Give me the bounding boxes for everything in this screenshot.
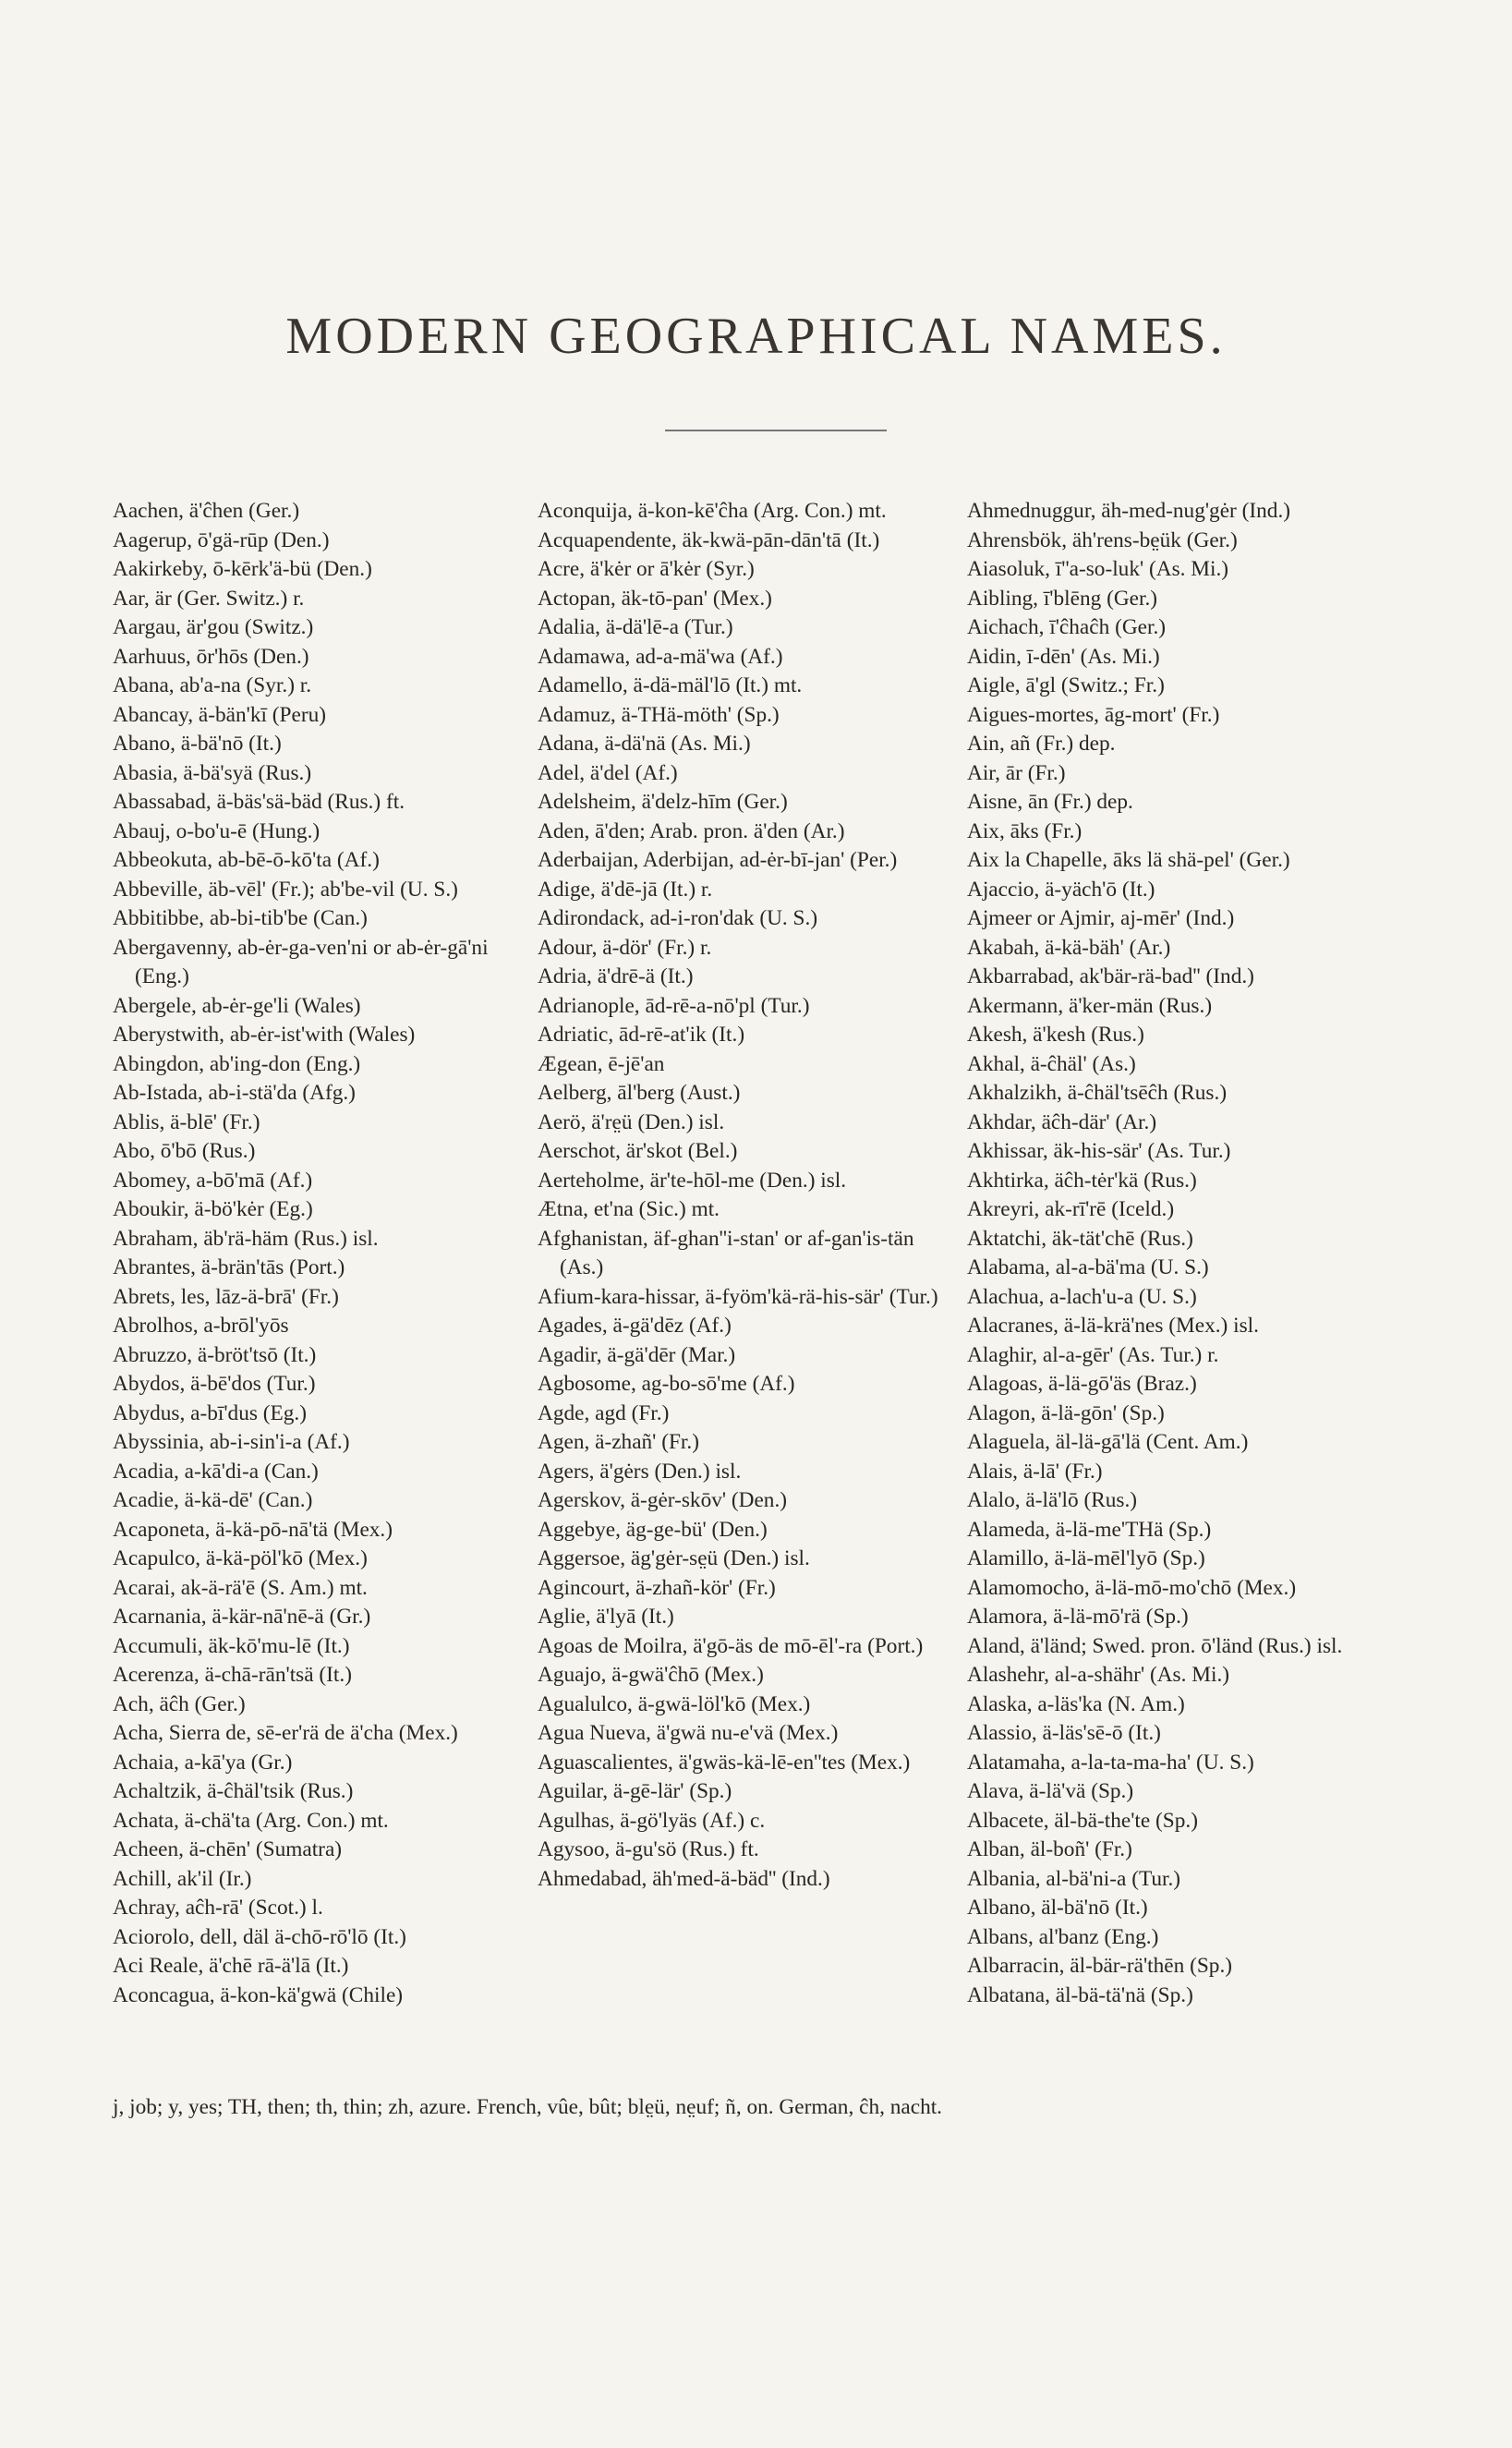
gazetteer-entry: Ajmeer or Ajmir, aj-mēr' (Ind.) [967,906,1235,930]
gazetteer-entry: Akhal, ä-ĉhäl' (As.) [967,1051,1136,1076]
gazetteer-entry: Alacranes, ä-lä-krä'nes (Mex.) isl. [967,1314,1259,1338]
gazetteer-entry: Aland, ä'länd; Swed. pron. ō'länd (Rus.) isl. [967,1633,1343,1658]
gazetteer-entry: Aagerup, ō'gä-rūp (Den.) [113,527,330,552]
gazetteer-entry: Acha, Sierra de, sē-er'rä de ä'cha (Mex.) [113,1721,458,1745]
gazetteer-entry: Acre, ä'kėr or ā'kėr (Syr.) [538,557,755,581]
gazetteer-entry: Alagon, ä-lä-gōn' (Sp.) [967,1400,1165,1425]
gazetteer-entry: Alais, ä-lā' (Fr.) [967,1459,1103,1484]
gazetteer-entry: Ach, äĉh (Ger.) [113,1691,246,1716]
gazetteer-entry: Aix, āks (Fr.) [967,818,1083,843]
gazetteer-entry: Afghanistan, äf-ghan''i-stan' or af-gan'is-tän (As.) [538,1226,914,1279]
gazetteer-entry: Adrianople, ād-rē-a-nō'pl (Tur.) [538,993,810,1018]
gazetteer-entry: Aboukir, ä-bö'kėr (Eg.) [113,1197,313,1221]
gazetteer-entry: Afium-kara-hissar, ä-fyöm'kä-rä-his-sär' (Tur.) [538,1284,938,1309]
gazetteer-entry: Aggebye, äg-ge-bü' (Den.) [538,1517,768,1542]
gazetteer-entry: Ain, añ (Fr.) dep. [967,732,1116,756]
gazetteer-entry: Abauj, o-bo'u-ē (Hung.) [113,818,321,843]
gazetteer-entry: Aberystwith, ab-ėr-ist'with (Wales) [113,1023,416,1047]
gazetteer-entry: Abrantes, ä-brän'tās (Port.) [113,1255,345,1279]
gazetteer-entry: Ahrensbök, äh'rens-be̤ük (Ger.) [967,527,1238,552]
gazetteer-entry: Ætna, et'na (Sic.) mt. [538,1197,720,1221]
gazetteer-entry: Acerenza, ä-chā-rān'tsä (It.) [113,1663,352,1687]
gazetteer-entry: Abruzzo, ä-bröt'tsō (It.) [113,1342,317,1367]
gazetteer-entry: Albano, äl-bä'nō (It.) [967,1896,1148,1920]
gazetteer-entry: Aerschot, är'skot (Bel.) [538,1139,738,1163]
gazetteer-entry: Alava, ä-lä'vä (Sp.) [967,1779,1134,1803]
gazetteer-entry: Alabama, al-a-bä'ma (U. S.) [967,1255,1209,1279]
gazetteer-entry: Akbarrabad, ak'bär-rä-bad'' (Ind.) [967,964,1254,988]
gazetteer-entry: Aelberg, āl'berg (Aust.) [538,1081,741,1105]
gazetteer-entry: Achaltzik, ä-ĉhäl'tsik (Rus.) [113,1779,354,1803]
gazetteer-entry: Albacete, äl-bä-the'te (Sp.) [967,1808,1198,1833]
gazetteer-entry: Ahmednuggur, äh-med-nug'gėr (Ind.) [967,499,1291,523]
gazetteer-entry: Aigle, ā'gl (Switz.; Fr.) [967,673,1165,697]
gazetteer-entry: Albarracin, äl-bär-rä'thēn (Sp.) [967,1954,1233,1978]
gazetteer-entry: Ahmedabad, äh'med-ä-bäd'' (Ind.) [538,1866,830,1891]
gazetteer-entry: Acarnania, ä-kär-nā'nē-ä (Gr.) [113,1605,371,1629]
gazetteer-entry: Agysoo, ä-gu'sö (Rus.) ft. [538,1837,759,1861]
gazetteer-entry: Agoas de Moilra, ä'gō-äs de mō-ēl'-ra (Port.) [538,1633,924,1658]
gazetteer-entry: Acapulco, ä-kä-pöl'kō (Mex.) [113,1546,368,1570]
gazetteer-entry: Aerö, ä're̤ü (Den.) isl. [538,1109,725,1134]
gazetteer-entry: Aerteholme, är'te-hōl-me (Den.) isl. [538,1168,847,1193]
gazetteer-entry: Alamillo, ä-lä-mēl'lyō (Sp.) [967,1546,1205,1570]
gazetteer-entry: Abo, ō'bō (Rus.) [113,1139,256,1163]
gazetteer-entry: Acarai, ak-ä-rä'ē (S. Am.) mt. [113,1575,368,1600]
column-3 [967,497,1373,2010]
gazetteer-entry: Adelsheim, ä'delz-hīm (Ger.) [538,790,788,814]
gazetteer-entry: Alamomocho, ä-lä-mō-mo'chō (Mex.) [967,1575,1297,1600]
gazetteer-entry: Aconquija, ä-kon-kē'ĉha (Arg. Con.) mt. [538,499,887,523]
gazetteer-entry: Aisne, ān (Fr.) dep. [967,790,1133,814]
gazetteer-entry: Aciorolo, dell, däl ä-chō-rō'lō (It.) [113,1924,406,1949]
gazetteer-entry: Abbeokuta, ab-bē-ō-kō'ta (Af.) [113,848,380,872]
gazetteer-entry: Akhdar, äĉh-där' (Ar.) [967,1109,1157,1134]
gazetteer-entry: Agers, ä'gėrs (Den.) isl. [538,1459,742,1484]
gazetteer-entry: Alamora, ä-lä-mō'rä (Sp.) [967,1605,1189,1629]
gazetteer-entry: Abergavenny, ab-ėr-ga-ven'ni or ab-ėr-gā'ni (Eng.) [113,935,489,988]
gazetteer-entry: Albans, al'banz (Eng.) [967,1924,1159,1949]
gazetteer-entry: Aigues-mortes, āg-mort' (Fr.) [967,702,1220,727]
gazetteer-entry: Abana, ab'a-na (Syr.) r. [113,673,312,697]
gazetteer-entry: Aix la Chapelle, āks lä shä-pel' (Ger.) [967,848,1290,872]
gazetteer-entry: Aibling, ī'blēng (Ger.) [967,586,1158,611]
gazetteer-entry: Agincourt, ä-zhañ-kör' (Fr.) [538,1575,776,1600]
gazetteer-entry: Aakirkeby, ō-kērk'ä-bü (Den.) [113,557,372,581]
gazetteer-entry: Abingdon, ab'ing-don (Eng.) [113,1051,361,1076]
gazetteer-entry: Adria, ä'drē-ä (It.) [538,964,694,988]
gazetteer-entry: Aiasoluk, ī''a-so-luk' (As. Mi.) [967,557,1229,581]
gazetteer-entry: Abomey, a-bō'mā (Af.) [113,1168,313,1193]
gazetteer-entry: Acquapendente, äk-kwä-pān-dān'tā (It.) [538,527,880,552]
gazetteer-entry: Abydus, a-bī'dus (Eg.) [113,1400,307,1425]
gazetteer-entry: Alagoas, ä-lä-gō'äs (Braz.) [967,1372,1197,1396]
gazetteer-entry: Acheen, ä-chēn' (Sumatra) [113,1837,343,1861]
gazetteer-entry: Agen, ä-zhañ' (Fr.) [538,1430,699,1454]
gazetteer-entry: Aggersoe, äg'gėr-se̤ü (Den.) isl. [538,1546,810,1570]
gazetteer-entry: Agerskov, ä-gėr-skōv' (Den.) [538,1488,788,1512]
gazetteer-entry: Abano, ä-bä'nō (It.) [113,732,282,756]
gazetteer-entry: Abydos, ä-bē'dos (Tur.) [113,1372,316,1396]
gazetteer-entry: Accumuli, äk-kō'mu-lē (It.) [113,1633,350,1658]
gazetteer-entry: Abrolhos, a-brōl'yōs [113,1314,289,1338]
gazetteer-entry: Abergele, ab-ėr-ge'li (Wales) [113,993,361,1018]
gazetteer-entry: Aktatchi, äk-tät'chē (Rus.) [967,1226,1193,1251]
gazetteer-entry: Achill, ak'il (Ir.) [113,1866,252,1891]
gazetteer-entry: Akhalzikh, ä-ĉhäl'tsēĉh (Rus.) [967,1081,1228,1105]
gazetteer-entry: Abrets, les, lāz-ä-brā' (Fr.) [113,1284,339,1309]
gazetteer-entry: Alaghir, al-a-gēr' (As. Tur.) r. [967,1342,1219,1367]
gazetteer-entry: Abassabad, ä-bäs'sä-bäd (Rus.) ft. [113,790,405,814]
gazetteer-entry: Abbitibbe, ab-bi-tib'be (Can.) [113,906,368,930]
gazetteer-entry: Adriatic, ād-rē-at'ik (It.) [538,1023,745,1047]
gazetteer-entry: Agadir, ä-gä'dēr (Mar.) [538,1342,736,1367]
gazetteer-entry: Aguascalientes, ä'gwäs-kä-lē-en''tes (Mex.) [538,1750,911,1775]
gazetteer-entry: Aconcagua, ä-kon-kä'gwä (Chile) [113,1982,404,2007]
gazetteer-entry: Akreyri, ak-rī'rē (Iceld.) [967,1197,1175,1221]
gazetteer-entry: Acadie, ä-kä-dē' (Can.) [113,1488,313,1512]
gazetteer-entry: Abancay, ä-bän'kī (Peru) [113,702,327,727]
gazetteer-entry: Agulhas, ä-gö'lyäs (Af.) c. [538,1808,766,1833]
gazetteer-entry: Adel, ä'del (Af.) [538,760,678,785]
gazetteer-entry: Abyssinia, ab-i-sin'i-a (Af.) [113,1430,350,1454]
gazetteer-entry: Adana, ä-dä'nä (As. Mi.) [538,732,751,756]
gazetteer-entry: Achaia, a-kā'ya (Gr.) [113,1750,293,1775]
gazetteer-entry: Alaska, a-läs'ka (N. Am.) [967,1691,1185,1716]
gazetteer-entry: Aci Reale, ä'chē rā-ä'lā (It.) [113,1954,349,1978]
gazetteer-entry: Alachua, a-lach'u-a (U. S.) [967,1284,1197,1309]
gazetteer-entry: Aden, ā'den; Arab. pron. ä'den (Ar.) [538,818,845,843]
gazetteer-entry: Agbosome, ag-bo-sō'me (Af.) [538,1372,795,1396]
gazetteer-entry: Agualulco, ä-gwä-löl'kō (Mex.) [538,1691,811,1716]
gazetteer-entry: Aarhuus, ōr'hōs (Den.) [113,644,309,669]
gazetteer-entry: Achray, aĉh-rā' (Scot.) l. [113,1896,323,1920]
gazetteer-entry: Abraham, äb'rä-häm (Rus.) isl. [113,1226,379,1251]
gazetteer-entry: Alassio, ä-läs'sē-ō (It.) [967,1721,1161,1745]
pronunciation-key: j, job; y, yes; TH, then; th, thin; zh, azure. French, vûe, bût; ble̤ü, ne̤uf; ñ, on. German, ĉh, nacht. [113,2095,943,2119]
column-1 [113,497,519,2010]
gazetteer-entry: Adirondack, ad-i-ron'dak (U. S.) [538,906,818,930]
gazetteer-entry: Achata, ä-chä'ta (Arg. Con.) mt. [113,1808,389,1833]
gazetteer-entry: Alaguela, äl-lä-gā'lä (Cent. Am.) [967,1430,1249,1454]
gazetteer-entry: Alalo, ä-lä'lō (Rus.) [967,1488,1138,1512]
gazetteer-entry: Acaponeta, ä-kä-pō-nā'tä (Mex.) [113,1517,393,1542]
gazetteer-entry: Air, ār (Fr.) [967,760,1066,785]
gazetteer-entry: Alashehr, al-a-shähr' (As. Mi.) [967,1663,1230,1687]
title-rule [665,430,887,431]
gazetteer-entry: Aguajo, ä-gwä'ĉhō (Mex.) [538,1663,764,1687]
gazetteer-entry: Akhtirka, äĉh-tėr'kä (Rus.) [967,1168,1197,1193]
gazetteer-entry: Abbeville, äb-vēl' (Fr.); ab'be-vil (U. S.) [113,877,458,902]
gazetteer-entry: Aderbaijan, Aderbijan, ad-ėr-bī-jan' (Per.) [538,848,898,872]
gazetteer-entry: Actopan, äk-tō-pan' (Mex.) [538,586,772,611]
gazetteer-entry: Akesh, ä'kesh (Rus.) [967,1023,1144,1047]
gazetteer-entry: Akermann, ä'ker-män (Rus.) [967,993,1213,1018]
gazetteer-entry: Agades, ä-gä'dēz (Af.) [538,1314,732,1338]
gazetteer-entry: Adige, ä'dē-jā (It.) r. [538,877,713,902]
gazetteer-entry: Abasia, ä-bä'syä (Rus.) [113,760,312,785]
gazetteer-entry: Alatamaha, a-la-ta-ma-ha' (U. S.) [967,1750,1254,1775]
gazetteer-entry: Alban, äl-boñ' (Fr.) [967,1837,1132,1861]
gazetteer-entry: Acadia, a-kā'di-a (Can.) [113,1459,319,1484]
page-title: MODERN GEOGRAPHICAL NAMES. [285,308,1227,365]
gazetteer-entry: Ab-Istada, ab-i-stä'da (Afg.) [113,1081,356,1105]
gazetteer-entry: Ægean, ē-jē'an [538,1051,665,1076]
gazetteer-entry: Adamuz, ä-THä-möth' (Sp.) [538,702,780,727]
gazetteer-entry: Aglie, ä'lyā (It.) [538,1605,674,1629]
gazetteer-entry: Aguilar, ä-gē-lär' (Sp.) [538,1779,732,1803]
gazetteer-entry: Adamawa, ad-a-mä'wa (Af.) [538,644,783,669]
gazetteer-entry: Adalia, ä-dä'lē-a (Tur.) [538,615,733,639]
gazetteer-entry: Aachen, ä'ĉhen (Ger.) [113,499,300,523]
gazetteer-entry: Ablis, ä-blē' (Fr.) [113,1109,260,1134]
gazetteer-entry: Agua Nueva, ä'gwä nu-e'vä (Mex.) [538,1721,839,1745]
gazetteer-entry: Albatana, äl-bä-tä'nä (Sp.) [967,1982,1193,2007]
gazetteer-entry: Adamello, ä-dä-mäl'lō (It.) mt. [538,673,803,697]
gazetteer-entry: Alameda, ä-lä-me'THä (Sp.) [967,1517,1212,1542]
column-2 [538,497,944,1894]
gazetteer-entry: Ajaccio, ä-yäch'ō (It.) [967,877,1155,902]
gazetteer-entry: Aargau, är'gou (Switz.) [113,615,314,639]
gazetteer-entry: Albania, al-bä'ni-a (Tur.) [967,1866,1181,1891]
gazetteer-entry: Aidin, ī-dēn' (As. Mi.) [967,644,1160,669]
gazetteer-entry: Adour, ä-dör' (Fr.) r. [538,935,712,960]
gazetteer-entry: Akabah, ä-kä-bäh' (Ar.) [967,935,1171,960]
gazetteer-entry: Aichach, ī'ĉhaĉh (Ger.) [967,615,1167,639]
gazetteer-entry: Akhissar, äk-his-sär' (As. Tur.) [967,1139,1231,1163]
gazetteer-entry: Aar, är (Ger. Switz.) r. [113,586,305,611]
gazetteer-entry: Agde, agd (Fr.) [538,1400,670,1425]
